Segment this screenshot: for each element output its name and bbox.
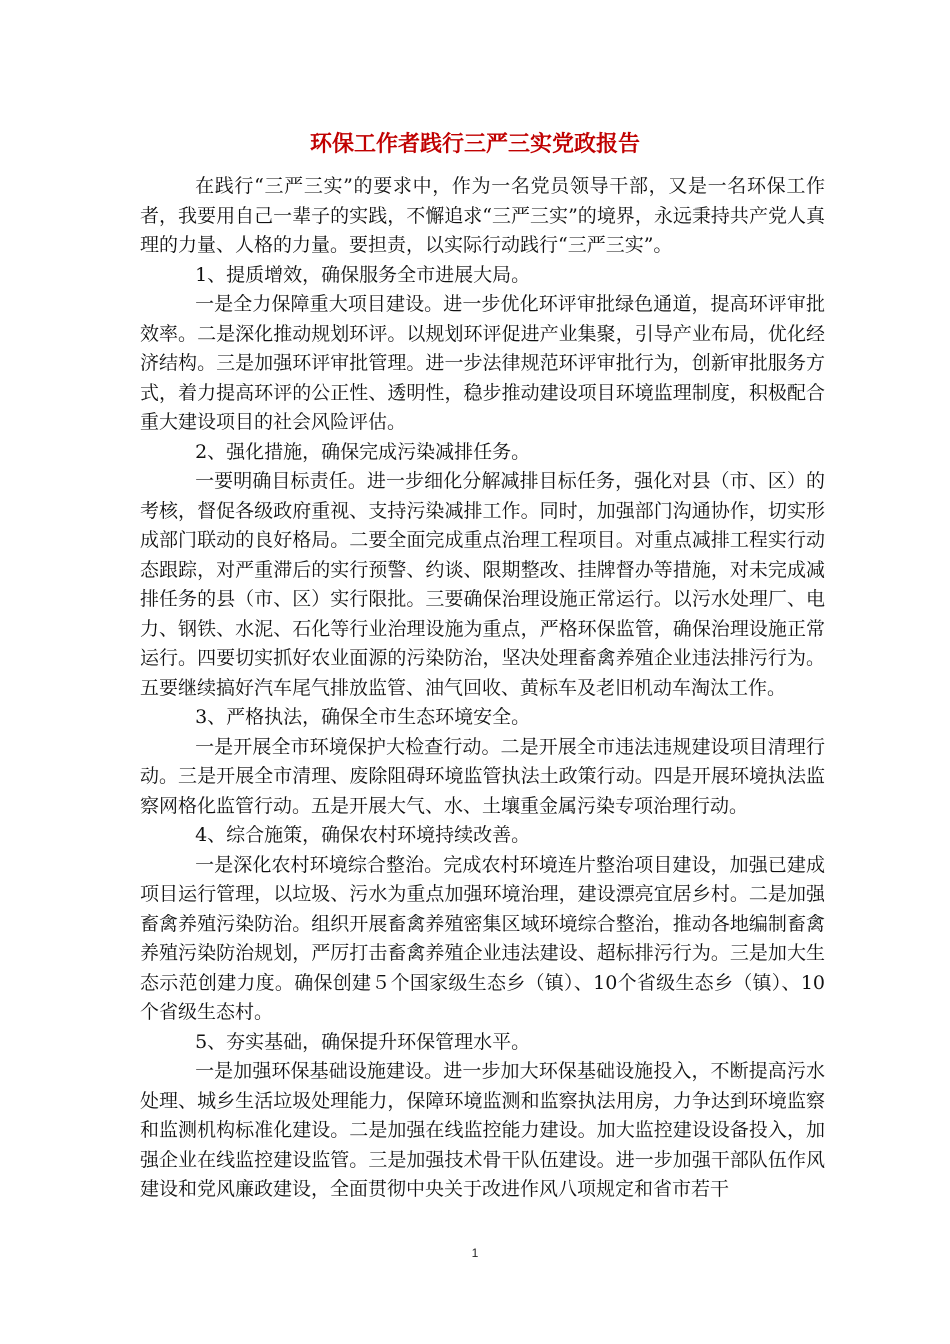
paragraph-section-3: 一是开展全市环境保护大检查行动。二是开展全市违法违规建设项目清理行动。三是开展全市清理、废除阻碍环境监管执法土政策行动。四是开展环境执法监察网格化监管行动。五是开展大气、水、土壤重金属污染专项治理行动。 xyxy=(140,735,825,817)
section-heading-4: 4、综合施策，确保农村环境持续改善。 xyxy=(195,824,531,846)
section-heading-1: 1、提质增效，确保服务全市进展大局。 xyxy=(195,263,531,286)
paragraph-section-4: 一是深化农村环境综合整治。完成农村环境连片整治项目建设，加强已建成项目运行管理，以垃圾、污水为重点加强环境治理，建设漂亮宜居乡村。二是加强畜禽养殖污染防治。组织开展畜禽养殖密集区域环境综合整治，推动各地编制畜禽养殖污染防治规划，严厉打击畜禽养殖企业违法建设、超标排污行为。三是加大生态示范创建力度。确保创建５个国家级生态乡（镇）、10个省级生态乡（镇）、10个省级生态村。 xyxy=(140,853,825,1023)
document-title: 环保工作者践行三严三实党政报告 xyxy=(309,131,640,157)
paragraph-intro: 在践行“三严三实”的要求中，作为一名党员领导干部，又是一名环保工作者，我要用自己一辈子的实践，不懈追求“三严三实”的境界，永远秉持共产党人真理的力量、人格的力量。要担责，以实际行动践行“三严三实”。 xyxy=(140,175,825,256)
section-heading-3: 3、严格执法，确保全市生态环境安全。 xyxy=(195,706,531,728)
paragraph-section-1: 一是全力保障重大项目建设。进一步优化环评审批绿色通道，提高环评审批效率。二是深化推动规划环评。以规划环评促进产业集聚，引导产业布局，优化经济结构。三是加强环评审批管理。进一步法律规范环评审批行为，创新审批服务方式，着力提高环评的公正性、透明性，稳步推动建设项目环境监理制度，积极配合重大建设项目的社会风险评估。 xyxy=(140,293,825,433)
page-number: 1 xyxy=(471,1246,479,1260)
section-heading-2: 2、强化措施，确保完成污染减排任务。 xyxy=(195,440,531,463)
paragraph-section-2: 一要明确目标责任。进一步细化分解减排目标任务，强化对县（市、区）的考核，督促各级政府重视、支持污染减排工作。同时，加强部门沟通协作，切实形成部门联动的良好格局。二要全面完成重点治理工程项目。对重点减排工程实行动态跟踪，对严重滞后的实行预警、约谈、限期整改、挂牌督办等措施，对未完成减排任务的县（市、区）实行限批。三要确保治理设施正常运行。以污水处理厂、电力、钢铁、水泥、石化等行业治理设施为重点，严格环保监管，确保治理设施正常运行。四要切实抓好农业面源的污染防治，坚决处理畜禽养殖企业违法排污行为。五要继续搞好汽车尾气排放监管、油气回收、黄标车及老旧机动车淘汰工作。 xyxy=(140,470,825,699)
section-heading-5: 5、夯实基础，确保提升环保管理水平。 xyxy=(195,1030,531,1053)
paragraph-section-5: 一是加强环保基础设施建设。进一步加大环保基础设施投入，不断提高污水处理、城乡生活垃圾处理能力，保障环境监测和监察执法用房，力争达到环境监察和监测机构标准化建设。二是加强在线监控能力建设。加大监控建设设备投入，加强企业在线监控建设监管。三是加强技术骨干队伍建设。进一步加强干部队伍作风建设和党风廉政建设，全面贯彻中央关于改进作风八项规定和省市若干 xyxy=(140,1060,825,1200)
document-body xyxy=(140,172,825,1205)
